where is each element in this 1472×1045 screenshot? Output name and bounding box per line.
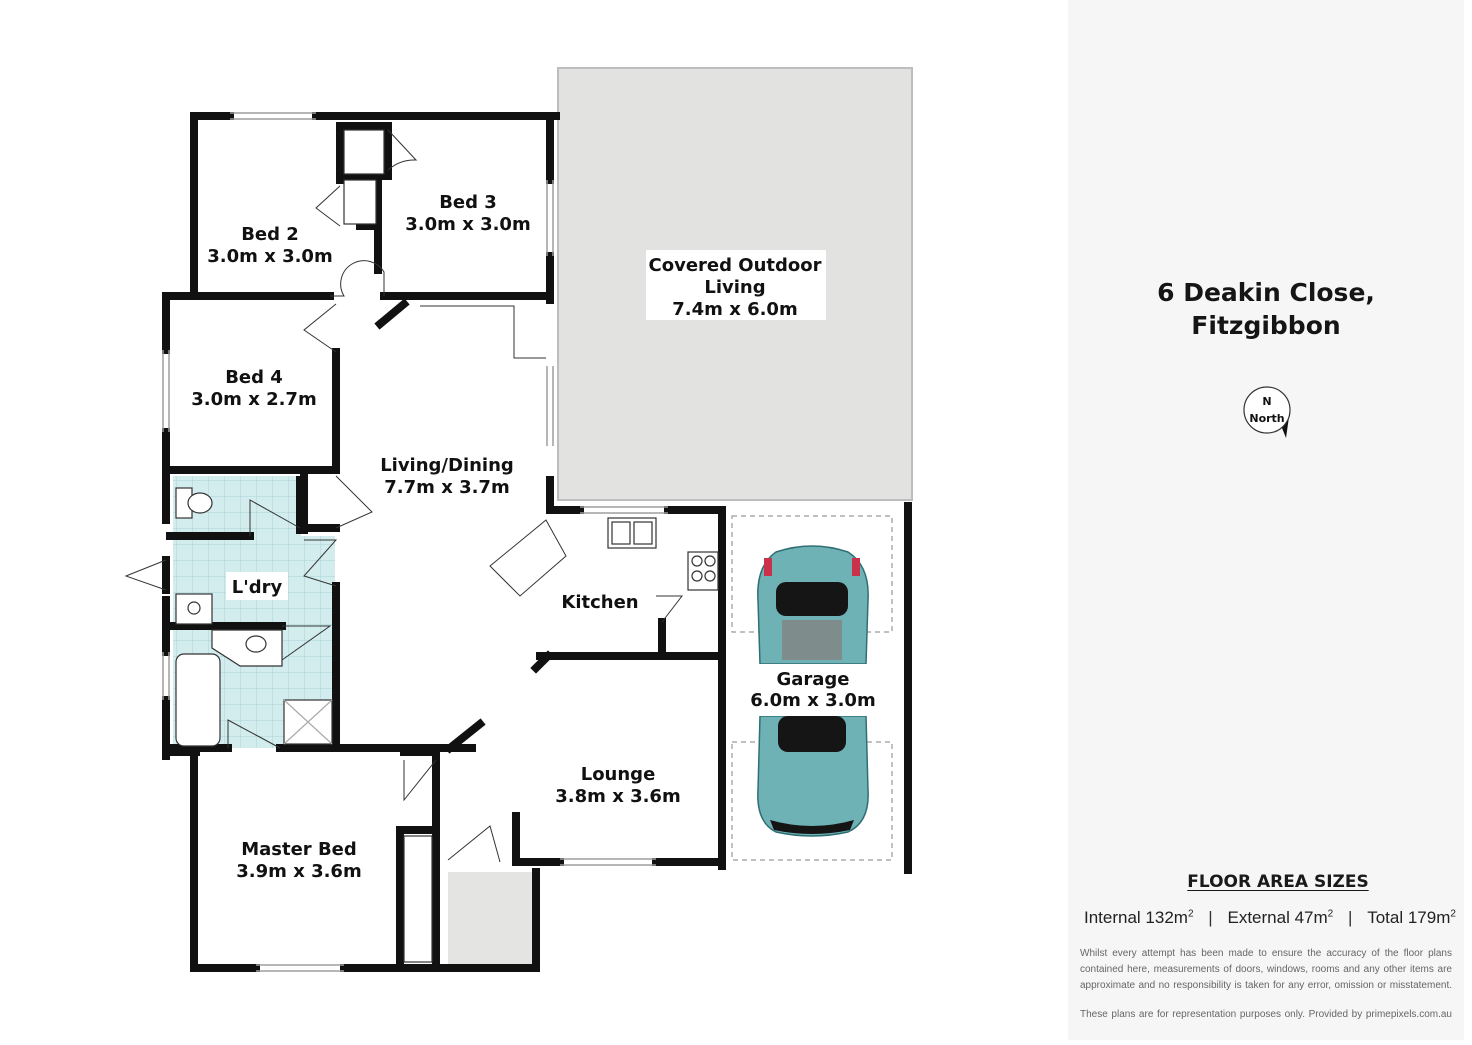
porch-area <box>448 872 538 972</box>
living-name: Living/Dining <box>380 455 514 476</box>
internal-area: Internal $132m^2$ <box>1084 908 1194 927</box>
car-bottom <box>758 716 868 836</box>
toilet-bowl <box>188 493 212 513</box>
master-name: Master Bed <box>241 839 357 860</box>
floor-area-title: FLOOR AREA SIZES <box>1187 872 1369 892</box>
living-size: 7.7m x 3.7m <box>384 477 510 498</box>
bed3-name: Bed 3 <box>439 192 497 213</box>
robe-bed2 <box>344 180 376 224</box>
address-line-1: 6 Deakin Close, <box>1157 278 1375 307</box>
address-line-2: Fitzgibbon <box>1191 311 1341 340</box>
covered-name-1: Covered Outdoor <box>648 255 822 276</box>
car-top <box>758 546 868 664</box>
kitchen-name: Kitchen <box>561 592 639 613</box>
bed3-size: 3.0m x 3.0m <box>405 214 531 235</box>
separator: | <box>1348 908 1353 927</box>
covered-name-2: Living <box>704 277 766 298</box>
disclaimer-footer: These plans are for representation purposes only. Provided by primepixels.com.au <box>1080 1009 1452 1020</box>
compass-label: North <box>1249 412 1285 425</box>
bathtub <box>176 654 220 746</box>
master-robe <box>404 836 432 962</box>
bed2-name: Bed 2 <box>241 224 299 245</box>
garage-size: 6.0m x 3.0m <box>750 690 876 711</box>
disclaimer-text: Whilst every attempt has been made to ensure the accuracy of the floor plans contained here, measurements of doors, windows, rooms and any other items are approximate and no responsibility is taken for any error, omission or misstatement. <box>1080 948 1452 991</box>
total-area: Total $179m^2$ <box>1367 908 1456 927</box>
bed4-size: 3.0m x 2.7m <box>191 389 317 410</box>
north-compass-icon <box>1240 384 1296 444</box>
master-size: 3.9m x 3.6m <box>236 861 362 882</box>
laundry-name: L'dry <box>231 577 283 598</box>
property-address <box>1068 276 1464 342</box>
separator: | <box>1208 908 1213 927</box>
garage-name: Garage <box>776 669 850 690</box>
covered-size: 7.4m x 6.0m <box>672 299 798 320</box>
compass-n: N <box>1262 395 1272 408</box>
bed2-size: 3.0m x 3.0m <box>207 246 333 267</box>
lounge-name: Lounge <box>580 764 656 785</box>
info-panel <box>1068 0 1464 1040</box>
robe-bed3 <box>344 130 384 174</box>
bed4-name: Bed 4 <box>225 367 283 388</box>
external-area: External $47m^2$ <box>1227 908 1334 927</box>
lounge-size: 3.8m x 3.6m <box>555 786 681 807</box>
floor-area-sizes <box>1084 908 1456 928</box>
